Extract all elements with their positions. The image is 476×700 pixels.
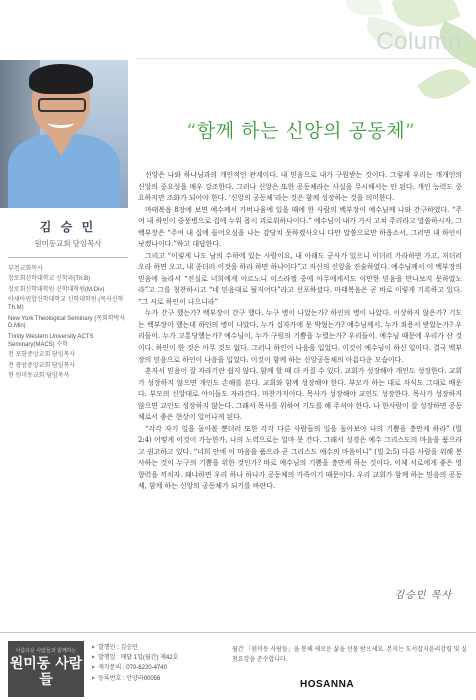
magazine-brand bbox=[8, 641, 84, 697]
career-item: 전 광암중앙교회 담임목사 bbox=[8, 362, 76, 369]
career-item: New York Theological Seminary (목회학박사 D.Min) bbox=[8, 315, 126, 330]
info-item: ▶ 발행인 : 김승민 bbox=[92, 643, 178, 653]
article-paragraph: 그리고 “이렇게 나도 남의 수하에 있는 사람이요, 내 아래도 군사가 있으니 이더러 가라하면 가고, 저더러 오라 하면 오고, 내 종더러 이것을 하라 하면 하나이다”고 자신의 신앙을 진술하였다. 예수님께서 이 백부장의 믿음에 놀라서 “진실로 너희에게 이르노니 이스라엘 중에 아무에게서도 이만한 믿음을 만나보지 못하였노라”고 그를 칭찬하시고 “네 믿음대로 될지어다”라고 선포하셨다. 마태복음은 곧 바로 이렇게 기록하고 있다. “그 시로 하인이 나으니라” bbox=[138, 251, 463, 306]
career-item: 장로회신학대학원 신학대학원(M.Div) bbox=[8, 286, 105, 293]
article-paragraph: “각각 자기 일을 돌아볼 뿐더러 또한 각각 다른 사람들의 일을 돌아보아 나의 기쁨을 충만케 하라” (빌 2:4) 어떻게 이것이 가능한가, 나의 노력으로는 얼마 못 간다. 그래서 성경은 예수 그리스도의 마음을 품으라고 권고하고 있다. “너희 안에 이 마음을 품으라 곧 그리스도 예수의 마음이니” (빌 2:5) 다른 사람을 위해 봉사하는 것이 누구의 기쁨을 위한 것인가? 바로 예수님의 기쁨을 충만케 하는 것이다. 이제 서로에게 좋은 영향력을 끼치자. 왜냐하면 우리 하나 하나가 공동체의 가족이기 때문이다. 우리 교회가 함께 하는 믿음의 공동체, 함께 하는 신앙의 공동체가 되기를 바란다. bbox=[138, 424, 462, 491]
section-label: Column bbox=[376, 28, 462, 55]
career-item: 장로회신학대학교 신학과(Th.B) bbox=[8, 276, 91, 283]
author-role: 원미동교회 담임목사 bbox=[34, 239, 102, 248]
info-item: ▶ 제작문의 : 070-6220-4740 bbox=[92, 663, 178, 673]
info-item: ▶ 등록번호 : 안양라00056 bbox=[92, 674, 178, 684]
info-item: ▶ 발행일 : 매달 1일(월간) 제42호 bbox=[92, 653, 178, 663]
article-paragraph: 신앙은 나와 하나님과의 개인적인 관계이다. 내 믿음으로 내가 구원받는 것이다. 그렇게 우리는 개개인의 신앙의 중요성을 매우 강조한다. 그러나 신앙은 또한 공동체라는 사실을 무시해서는 안 된다. 개인 능력도 중요하지만 조화가 되어야 한다. ‘신앙의 공동체’라는 것은 함께 성장하는 것을 의미한다. bbox=[138, 171, 462, 203]
title-divider bbox=[136, 58, 466, 59]
career-item: Trinity Western University ACTS Seminary(MACS) 수학 bbox=[8, 333, 94, 348]
title-close-quote: ” bbox=[405, 120, 416, 142]
brand-tagline: 아름다운 사람들과 함께하는 bbox=[15, 648, 77, 654]
author-signature: 김승민 목사 bbox=[394, 590, 452, 601]
author-name: 김 승 민 bbox=[39, 220, 97, 234]
author-career-list bbox=[8, 266, 128, 381]
career-item: 현 원미동교회 담임목사 bbox=[8, 372, 70, 379]
publisher-logo: HOSANNA bbox=[300, 679, 355, 690]
article-paragraph: 혼자서 믿음이 잘 자라기란 쉽지 않다. 함께 할 때 더 커질 수 있다. 교회가 성장해야 개인도 성장한다. 교회가 성장하지 않으면 개인도 손해를 본다. 교회와 함께 성장해야 한다. 부모가 하는 대로 자식도 그대로 배운다. 부모의 신앙대로 아이들도 자라간다. 마찬가지이다. 목사가 성장해야 교인도 성장한다. 목사가 성장하지 않으면 교인도 성장하지 않는다. 그래서 목사를 위하여 기도를 해 주셔야 한다. 나 한사람이 잘 성장하면 공동체로서 좋은 현상이 일어나게 된다. bbox=[138, 367, 462, 422]
career-item: 부천교회목사 bbox=[8, 266, 43, 272]
title-text: 함께 하는 신앙의 공동체 bbox=[196, 120, 406, 142]
footer bbox=[0, 632, 476, 700]
article-body bbox=[138, 170, 462, 493]
career-item: 아세아연합신학대학교 신학대학원 (목사신학 Th.M) bbox=[8, 297, 124, 312]
brand-name: 원미동 사람들 bbox=[9, 656, 83, 689]
author-profile bbox=[8, 218, 128, 383]
publication-notice: 월간 「원미동 사람들」을 통해 새로운 삶을 선물 받으세요. 본지는 도서잡지윤리강령 및 실천요강을 준수합니다. bbox=[232, 647, 467, 664]
author-photo bbox=[0, 60, 128, 208]
article-paragraph: 누가 간구 했는가? 백부장이 간구 했다. 누구 병이 나았는가? 하인의 병이 나았다. 이상하지 않은가? 기도는 백부장이 했는데 하인의 병이 나았다. 누가 십자가에 못 박혔는가? 예수님께서. 누가 죄용서 받았는가? 우리들이. 누가 고통당했는가? 예수님이, 누가 구원의 기쁨을 누렸는가? 우리들이. 예수님 때문에 우리가 산 것이다. 하인이 한 것은 아무 것도 없다. 그러나 하인이 나음을 입었다. 이것이 예수님이 하신 일이다. 결국 백부장의 믿음으로 하인이 나음을 입었다. 이것이 함께 하는 신앙공동체의 아름다운 모습이다. bbox=[138, 309, 462, 364]
article-title bbox=[136, 116, 466, 143]
career-item: 전 포항중앙교회 담임목사 bbox=[8, 352, 76, 359]
publication-info bbox=[92, 643, 178, 684]
title-open-quote: “ bbox=[186, 120, 197, 142]
article-paragraph: 마태복음 8장에 보면 예수께서 가버나움에 있을 때에 한 사람의 백부장이 예수님께 나와 간구하였다. “주여 내 하인이 중풍병으로 집에 누워 몹시 괴로워하나이다.” 예수님이 내가 가서 고쳐 주리라고 말씀하시자, 그 백부장은 “주여 내 집에 들어오심을 나는 감당치 못하겠사오니 다만 말씀으로만 하옵소서, 그러면 내 하인이 낫겠나이다.”하고 대답한다. bbox=[138, 205, 463, 249]
author-divider bbox=[8, 257, 128, 258]
